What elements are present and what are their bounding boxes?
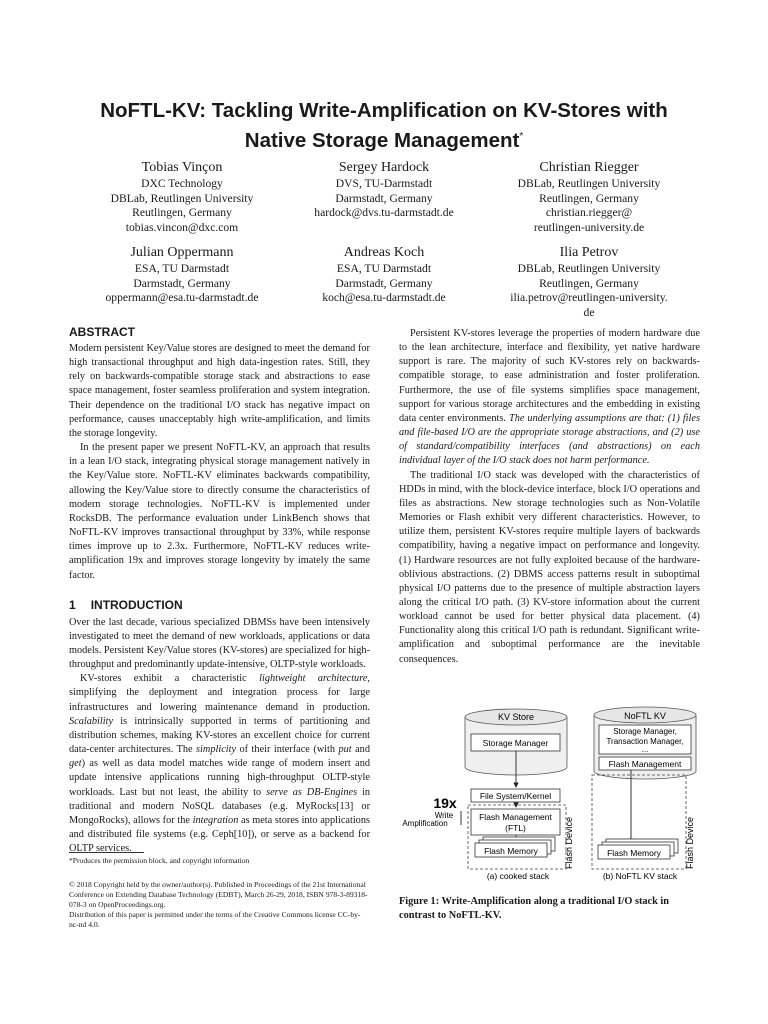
author-affiliation: DBLab, Reutlingen University — [517, 177, 661, 190]
author-email: christian.riegger@ — [545, 206, 633, 220]
flash-device-label: Flash Device — [564, 816, 574, 869]
abstract-paragraph: Modern persistent Key/Value stores are designed to meet the demand for high transactional throughput and high data-ingestion rates. Still, they rely on backwards-compatible storage stack and abstractions to ease space management, foster seamless proliferation and system integration. Their dependence on the traditional I/O stack has negative impact on performance, causes unacceptably high write-amplification, and limits the storage longevity. — [69, 343, 370, 439]
author-name: Andreas Koch — [343, 245, 425, 260]
flash-memory-label: Flash Memory — [607, 848, 661, 858]
body-paragraph: The traditional I/O stack was developed with the characteristics of HDDs in mind, with the block-device interface, block I/O operations and files as abstractions. New storage technologies such as Non-Volatile Memories or Flash exhibit very different characteristics. However, to utilize them, persistent KV-stores require multiple layers of backwards compatibility, having a negative impact on performance and longevity. (1) Hardware resources are not fully exploited because of the hardware-oblivious abstractions. (2) DBMS access patterns result in suboptimal physical I/O patterns due to the presence of multiple abstraction layers along the critical I/O path. (3) KV-store information about the current workload cannot be used for better physical data placement. (4) Functionality along this critical I/O path is redundant. Significant write-amplification and suboptimal performance are the inevitable consequences. — [399, 469, 700, 665]
flash-device-label: Flash Device — [685, 816, 695, 869]
author-affiliation: DBLab, Reutlingen University — [110, 191, 254, 205]
flash-memory-label: Flash Memory — [484, 846, 538, 856]
author-block — [264, 159, 504, 221]
right-column — [399, 327, 700, 667]
author-name: Julian Oppermann — [130, 245, 234, 260]
author-location: Darmstadt, Germany — [133, 276, 231, 290]
author-affiliation: ESA, TU Darmstadt — [134, 262, 230, 275]
ftl-label: Flash Management — [479, 812, 552, 822]
kv-store-label: KV Store — [497, 712, 535, 722]
flash-management-label: Flash Management — [608, 759, 682, 769]
ellipsis-line: ... — [641, 745, 649, 754]
abstract-paragraph: In the present paper we present NoFTL-KV, an approach that results in a lean I/O stack, integrating physical storage management natively in the Key/Value store. NoFTL-KV eliminates backwards compatibility, allowing the Key/Value store to directly consume the characteristics of modern storage technologies. NoFTL-KV is implemented under RocksDB. The performance evaluation under LinkBench shows that NoFTL-KV improves transactional throughput by 33%, while response times improve up to 2.3x. Furthermore, NoFTL-KV reduces write-amplification 19x and improves storage longevity by imately the same factor. — [69, 442, 370, 581]
title-line-2: Native Storage Management — [244, 128, 520, 152]
footnote-copyright — [69, 880, 370, 930]
author-email: tobias.vincon@dxc.com — [125, 220, 239, 234]
author-block — [469, 244, 709, 320]
author-email: oppermann@esa.tu-darmstadt.de — [105, 291, 259, 305]
figure-1-diagram — [398, 705, 702, 887]
transaction-manager-line: Transaction Manager, — [606, 737, 684, 746]
author-email: koch@esa.tu-darmstadt.de — [322, 291, 446, 305]
author-email: reutlingen-university.de — [533, 220, 645, 234]
title-footnote-mark: * — [519, 131, 524, 142]
author-location: Reutlingen, Germany — [539, 191, 639, 205]
section-title: INTRODUCTION — [90, 597, 183, 612]
author-location: Darmstadt, Germany — [335, 191, 433, 205]
section-heading-introduction — [69, 598, 370, 612]
footnote-rule — [69, 852, 144, 853]
footnote-star: *Produces the permission block, and copyright information — [69, 856, 250, 865]
storage-manager-label: Storage Manager — [482, 738, 549, 748]
paper-title — [40, 98, 728, 154]
author-block — [264, 244, 504, 306]
write-label: Write — [434, 811, 454, 820]
section-number: 1 — [69, 597, 76, 612]
author-block — [469, 159, 709, 235]
noftl-kv-label: NoFTL KV — [624, 711, 666, 721]
author-name: Sergey Hardock — [338, 160, 430, 175]
author-email: de — [583, 305, 595, 319]
author-name: Ilia Petrov — [559, 245, 619, 260]
author-name: Christian Riegger — [539, 160, 639, 175]
storage-manager-line: Storage Manager, — [613, 727, 677, 736]
title-line-1: NoFTL-KV: Tackling Write-Amplification on KV-Stores with — [100, 99, 668, 122]
author-location: Reutlingen, Germany — [132, 206, 232, 220]
ftl-sublabel: (FTL) — [505, 823, 526, 833]
author-location: Reutlingen, Germany — [539, 276, 639, 290]
amplification-label: Amplification — [402, 819, 448, 828]
author-email: hardock@dvs.tu-darmstadt.de — [314, 206, 454, 220]
intro-paragraph: KV-stores exhibit a characteristic lightweight architecture, simplifying the deployment and integration process for large infrastructures and lowering maintenance demand in production. Scalability is intrinsically supported in terms of partitioning and distribution schemes, making KV-stores an excellent choice for current data-center architectures. The simplicity of their interface (with put and get) as well as data model matches wide range of modern insert and update intensive applications running high-throughput OLTP-style workloads. Last but not least, the ability to serve as DB-Engines in traditional and modern NoSQL databases (e.g. MyRocks[13] or MongoRocks), allows for the integration as meta stores into applications and distributed file systems (e.g. Ceph[10]), or serve as a backend for OLTP services. — [69, 673, 371, 855]
author-affiliation: ESA, TU Darmstadt — [336, 262, 432, 275]
figure-1-caption: Figure 1: Write-Amplification along a traditional I/O stack in contrast to NoFTL-KV. — [399, 896, 670, 921]
license-text: Distribution of this paper is permitted under the terms of the Creative Commons license CC-by-nc-nd 4.0. — [69, 910, 361, 929]
write-amplification-factor: 19x — [433, 795, 457, 811]
intro-paragraph: Over the last decade, various specialized DBMSs have been intensively investigated to meet the demand of new workloads, applications or data models. Persistent Key/Value stores (KV-stores) are specialized for high-throughput and predominantly update-intensive, OLTP-style workloads. — [69, 616, 370, 671]
file-system-kernel-label: File System/Kernel — [479, 791, 552, 801]
author-name: Tobias Vinçon — [141, 160, 223, 175]
author-affiliation: DVS, TU-Darmstadt — [335, 177, 433, 190]
subcaption-b: (b) NoFTL KV stack — [602, 871, 678, 881]
author-affiliation: DBLab, Reutlingen University — [517, 262, 661, 275]
author-affiliation: DXC Technology — [141, 177, 223, 190]
subcaption-a: (a) cooked stack — [486, 871, 550, 881]
copyright-text: © 2018 Copyright held by the owner/author(s). Published in Proceedings of the 21st International Conference on Extending Database Technology (EDBT), March 26-29, 2018, ISBN 978-3-89318-078-3 on OpenProceedings.org. — [69, 880, 368, 909]
abstract-heading: ABSTRACT — [69, 325, 135, 339]
left-column — [69, 325, 370, 856]
author-email: ilia.petrov@reutlingen-university. — [510, 291, 668, 305]
author-location: Darmstadt, Germany — [335, 276, 433, 290]
body-paragraph: Persistent KV-stores leverage the properties of modern hardware due to the lean architecture, interface and flexibility, yet native hardware support is rare. The majority of such KV-stores rely on backwards-compatible storage, to ease administration and foster proliferation. Furthermore, the use of file systems simplifies space management, support for various storage architectures and the embedding in existing data center environments. The underlying assumptions are that: (1) files and file-based I/O are the appropriate storage abstractions, and (2) use of standard/compatibility interfaces (and abstractions) on each individual layer of the I/O stack does not harm performance. — [399, 328, 700, 467]
